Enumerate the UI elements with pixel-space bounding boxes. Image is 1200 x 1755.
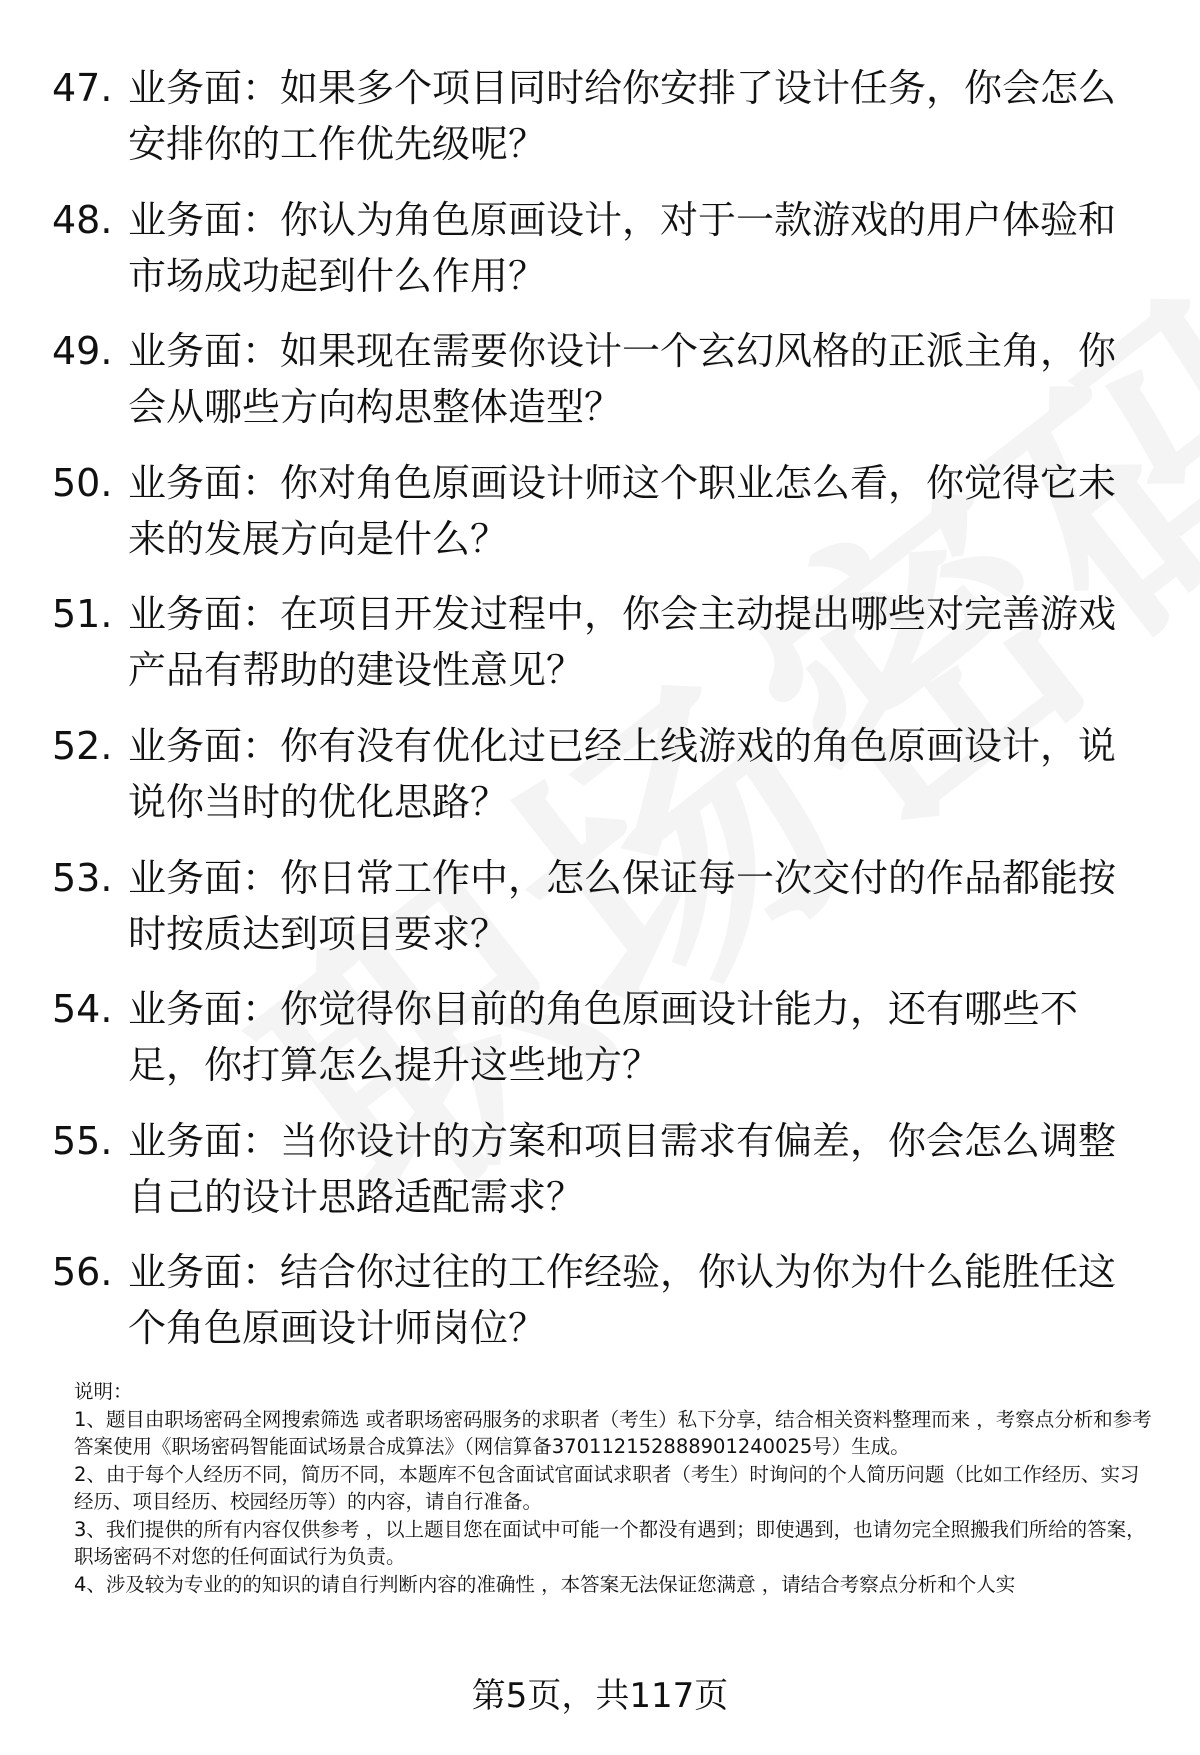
question-number: 52. — [52, 723, 113, 768]
question-text: 业务面：在项目开发过程中，你会主动提出哪些对完善游戏产品有帮助的建设性意见？ — [128, 592, 1117, 693]
question-item — [52, 1113, 1152, 1245]
notes-section — [74, 1378, 1156, 1598]
question-item — [52, 981, 1152, 1113]
question-number: 54. — [52, 987, 113, 1032]
question-item — [52, 323, 1152, 455]
question-item — [52, 60, 1152, 192]
notes-item: 1、题目由职场密码全网搜索筛选 或者职场密码服务的求职者（考生）私下分享，结合相关资料整理而来 ，考察点分析和参考答案使用《职场密码智能面试场景合成算法》（网信算备370112152888901240025号）生成。 — [74, 1407, 1152, 1458]
question-text: 业务面：如果多个项目同时给你安排了设计任务，你会怎么安排你的工作优先级呢？ — [128, 66, 1117, 166]
question-item — [52, 1244, 1152, 1376]
question-number: 51. — [52, 592, 113, 637]
question-text: 业务面：当你设计的方案和项目需求有偏差，你会怎么调整自己的设计思路适配需求？ — [128, 1118, 1117, 1219]
notes-item: 2、由于每个人经历不同，简历不同，本题库不包含面试官面试求职者（考生）时询问的个人简历问题（比如工作经历、实习经历、项目经历、校园经历等）的内容，请自行准备。 — [74, 1462, 1140, 1513]
question-list — [52, 60, 1152, 1376]
question-number: 56. — [52, 1250, 113, 1295]
question-item — [52, 718, 1152, 850]
question-text: 业务面：你有没有优化过已经上线游戏的角色原画设计，说说你当时的优化思路？ — [128, 723, 1117, 824]
notes-item: 4、涉及较为专业的的知识的请自行判断内容的准确性 ，本答案无法保证您满意 ，请结合考察点分析和个人实 — [74, 1572, 1016, 1596]
page-number-footer: 第5页，共117页 — [471, 1676, 729, 1716]
question-number: 53. — [52, 855, 113, 900]
question-number: 47. — [52, 66, 113, 110]
question-text: 业务面：你日常工作中，怎么保证每一次交付的作品都能按时按质达到项目要求？ — [128, 855, 1117, 956]
question-text: 业务面：你觉得你目前的角色原画设计能力，还有哪些不足，你打算怎么提升这些地方？ — [128, 987, 1079, 1088]
question-item — [52, 850, 1152, 982]
question-item — [52, 586, 1152, 718]
question-text: 业务面：如果现在需要你设计一个玄幻风格的正派主角，你会从哪些方向构思整体造型？ — [128, 329, 1117, 430]
question-text: 业务面：你认为角色原画设计，对于一款游戏的用户体验和市场成功起到什么作用？ — [128, 197, 1117, 298]
question-text: 业务面：你对角色原画设计师这个职业怎么看，你觉得它未来的发展方向是什么？ — [128, 460, 1117, 561]
question-number: 50. — [52, 460, 113, 505]
question-number: 49. — [52, 329, 113, 374]
question-number: 48. — [52, 197, 113, 242]
question-item — [52, 192, 1152, 324]
question-number: 55. — [52, 1118, 113, 1163]
notes-item: 3、我们提供的所有内容仅供参考 ，以上题目您在面试中可能一个都没有遇到；即使遇到，也请勿完全照搬我们所给的答案，职场密码不对您的任何面试行为负责。 — [74, 1517, 1146, 1568]
question-text: 业务面：结合你过往的工作经验，你认为你为什么能胜任这个角色原画设计师岗位？ — [128, 1250, 1117, 1351]
question-item — [52, 455, 1152, 587]
notes-heading: 说明： — [74, 1380, 133, 1403]
